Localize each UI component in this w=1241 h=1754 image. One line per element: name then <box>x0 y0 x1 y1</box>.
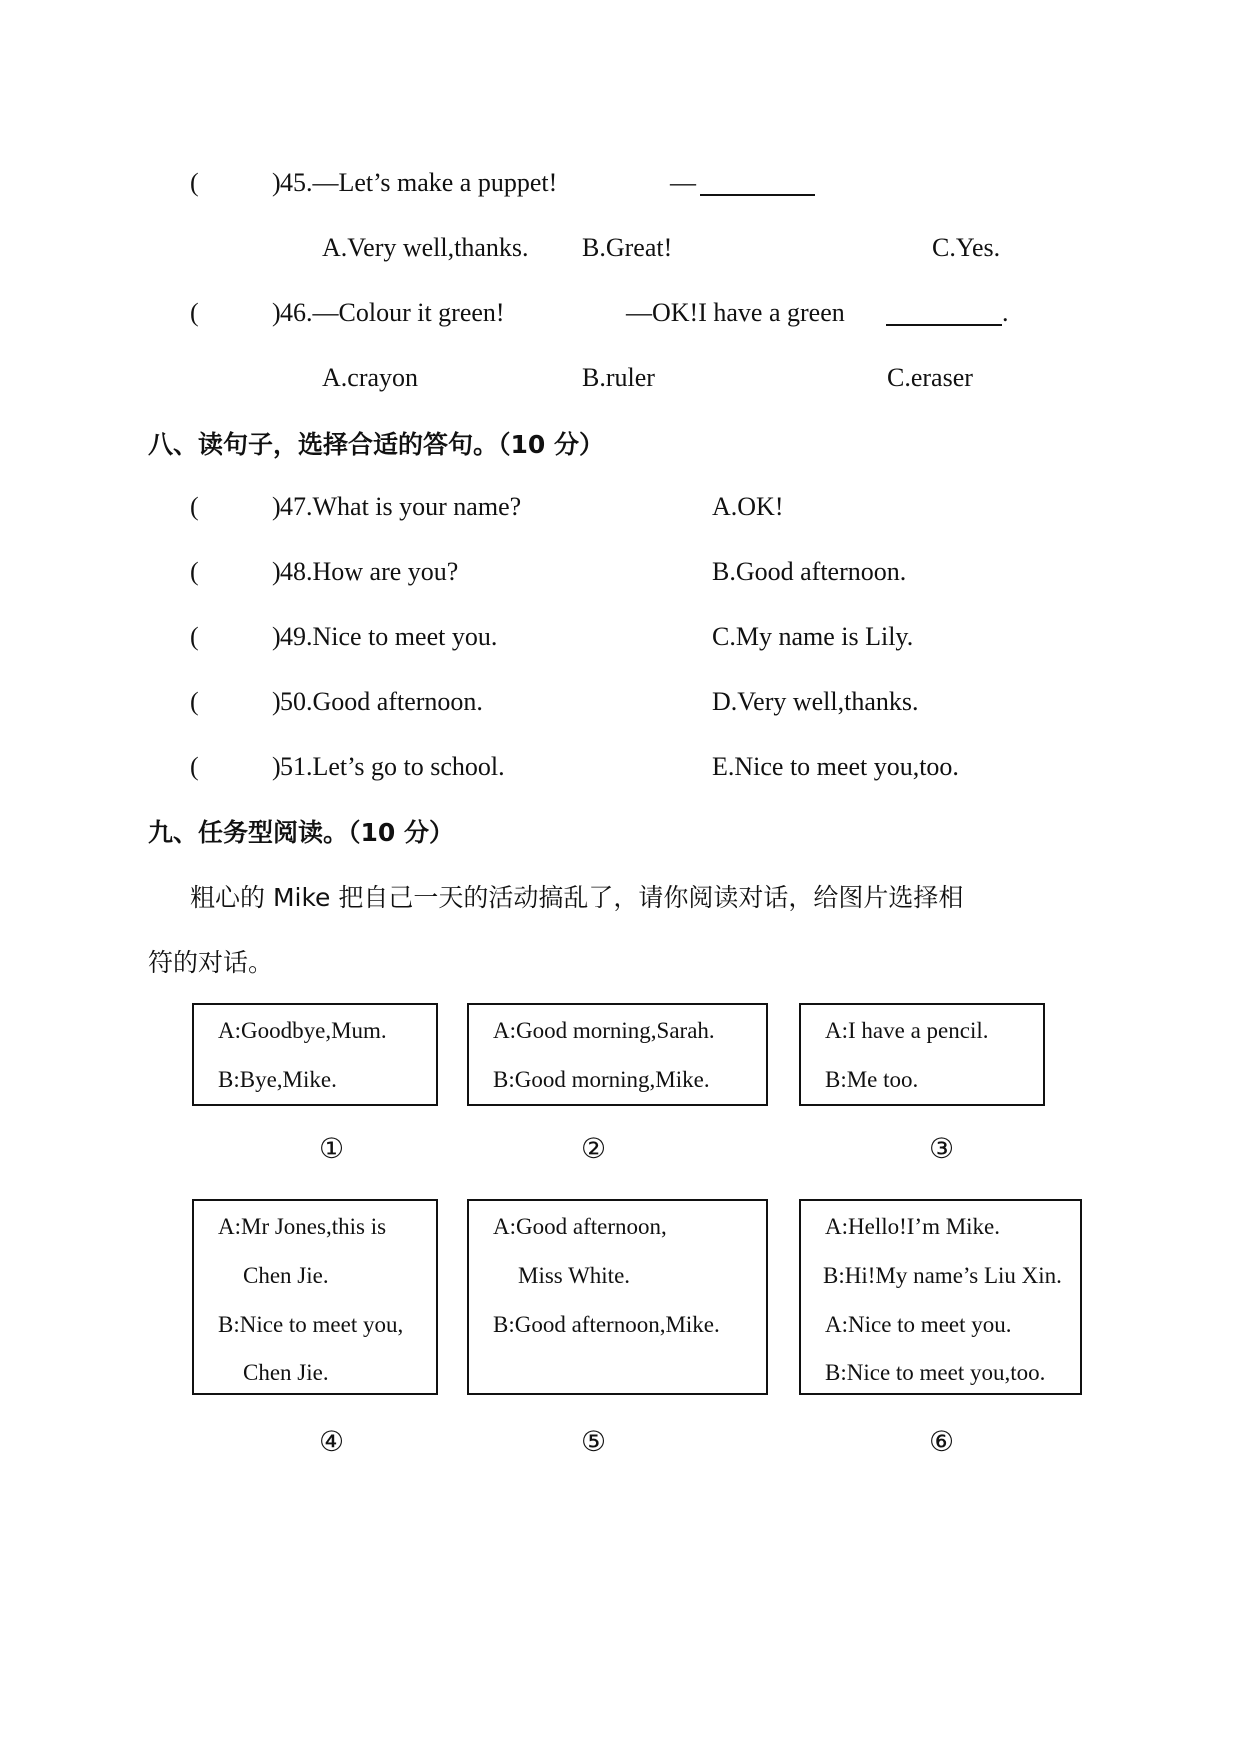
dialogue-line: B:Me too. <box>825 1067 919 1092</box>
dialogue-line: A:Good morning,Sarah. <box>493 1018 715 1043</box>
answer-paren-open: ( <box>190 752 199 781</box>
dialogue-line: A:Mr Jones,this is <box>218 1214 387 1239</box>
match-answer: E.Nice to meet you,too. <box>712 752 959 781</box>
dialogue-line: B:Good afternoon,Mike. <box>493 1312 720 1337</box>
question-stem: 45.—Let’s make a puppet! <box>280 168 558 197</box>
picture-number-3: ③ <box>929 1132 955 1165</box>
match-answer: A.OK! <box>712 492 784 521</box>
dialogue-box-1 <box>192 1003 438 1106</box>
picture-number-2: ② <box>581 1132 607 1165</box>
dialogue-box-4 <box>192 1199 438 1395</box>
section-9-intro-line-1: 粗心的 Mike 把自己一天的活动搞乱了，请你阅读对话，给图片选择相 <box>190 883 964 912</box>
match-question: 51.Let’s go to school. <box>280 752 505 781</box>
dialogue-box-2 <box>467 1003 768 1106</box>
answer-paren-open: ( <box>190 687 199 716</box>
answer-paren-close: ) <box>272 687 281 716</box>
dialogue-line: Chen Jie. <box>243 1360 329 1385</box>
dialogue-line: Miss White. <box>518 1263 631 1288</box>
answer-paren-close: ) <box>272 492 281 521</box>
dialogue-line: A:Goodbye,Mum. <box>218 1018 387 1043</box>
answer-paren-close: ) <box>272 168 281 197</box>
answer-blank[interactable] <box>700 168 815 196</box>
picture-number-6: ⑥ <box>929 1425 955 1458</box>
answer-paren-open: ( <box>190 168 199 197</box>
match-answer: C.My name is Lily. <box>712 622 914 651</box>
match-answer: D.Very well,thanks. <box>712 687 919 716</box>
match-answer: B.Good afternoon. <box>712 557 907 586</box>
answer-paren-close: ) <box>272 557 281 586</box>
option-c: C.eraser <box>887 363 973 392</box>
dialogue-line: B:Hi!My name’s Liu Xin. <box>823 1263 1062 1288</box>
dialogue-line: B:Bye,Mike. <box>218 1067 337 1092</box>
reply-text: —OK!I have a green <box>626 298 845 327</box>
option-a: A.crayon <box>322 363 419 392</box>
picture-number-1: ① <box>319 1132 345 1165</box>
option-b: B.ruler <box>582 363 655 392</box>
reply-dash: — <box>670 168 696 197</box>
option-b: B.Great! <box>582 233 673 262</box>
answer-paren-close: ) <box>272 298 281 327</box>
answer-paren-open: ( <box>190 557 199 586</box>
match-question: 50.Good afternoon. <box>280 687 483 716</box>
dialogue-line: A:I have a pencil. <box>825 1018 989 1043</box>
answer-paren-close: ) <box>272 622 281 651</box>
answer-paren-close: ) <box>272 752 281 781</box>
match-question: 48.How are you? <box>280 557 459 586</box>
dialogue-box-5 <box>467 1199 768 1395</box>
match-question: 49.Nice to meet you. <box>280 622 498 651</box>
picture-number-4: ④ <box>319 1425 345 1458</box>
section-9-intro-line-2: 符的对话。 <box>148 948 274 977</box>
dialogue-line: A:Good afternoon, <box>493 1214 667 1239</box>
dialogue-line: Chen Jie. <box>243 1263 329 1288</box>
option-c: C.Yes. <box>932 233 1001 262</box>
answer-paren-open: ( <box>190 298 199 327</box>
dialogue-line: B:Good morning,Mike. <box>493 1067 710 1092</box>
section-9-title: 九、任务型阅读。（10 分） <box>148 818 454 847</box>
dialogue-box-6 <box>799 1199 1082 1395</box>
answer-paren-open: ( <box>190 622 199 651</box>
picture-number-5: ⑤ <box>581 1425 607 1458</box>
dialogue-line: A:Nice to meet you. <box>825 1312 1012 1337</box>
dialogue-line: B:Nice to meet you, <box>218 1312 404 1337</box>
section-8-title: 八、读句子，选择合适的答句。（10 分） <box>148 430 604 459</box>
match-question: 47.What is your name? <box>280 492 522 521</box>
dialogue-box-3 <box>799 1003 1045 1106</box>
answer-paren-open: ( <box>190 492 199 521</box>
question-stem: 46.—Colour it green! <box>280 298 505 327</box>
dialogue-line: B:Nice to meet you,too. <box>825 1360 1046 1385</box>
option-a: A.Very well,thanks. <box>322 233 529 262</box>
dialogue-line: A:Hello!I’m Mike. <box>825 1214 1001 1239</box>
reply-end: . <box>1002 298 1009 327</box>
answer-blank[interactable] <box>886 298 1002 326</box>
